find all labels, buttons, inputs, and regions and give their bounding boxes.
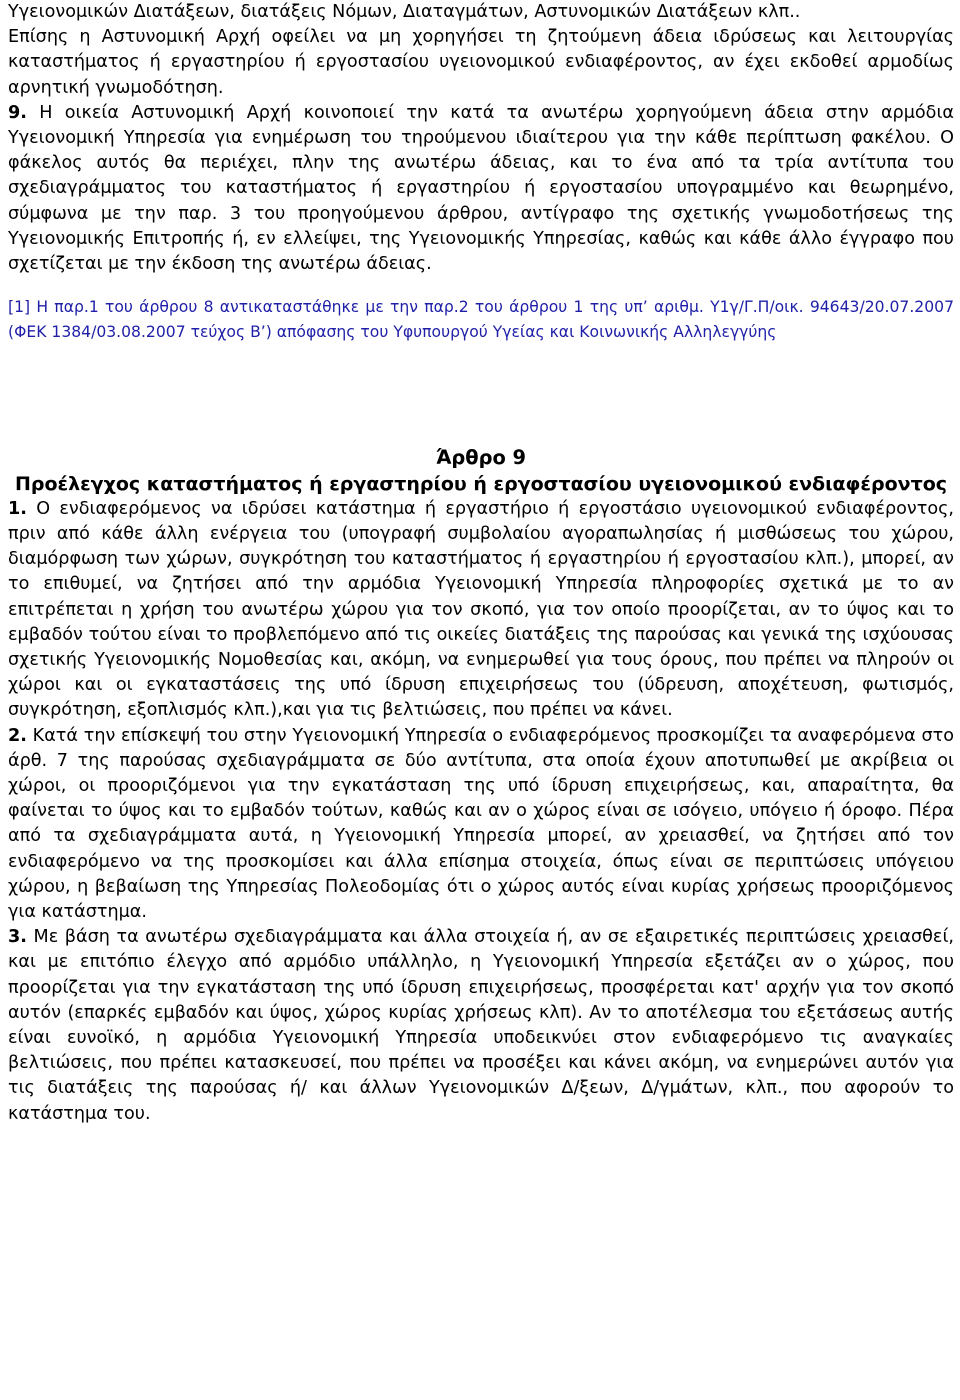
- paragraph-text: Κατά την επίσκεψή του στην Υγειονομική Υπηρεσία ο ενδιαφερόμενος προσκομίζει τα αναφερόμενα στο άρθ. 7 της παρούσας σχεδιαγράμματα σε δύο αντίτυπα, στα οποία έχουν αποτυπωθεί με ακρίβεια οι χώροι, οι προοριζόμενοι για την εγκατάσταση της υπό ίδρυση επιχειρήσεως, και, απαραίτητα, θα φαίνεται το ύψος και το εμβαδόν τούτων, καθώς και αν ο χώρος είναι σε ισόγειο, υπόγειο ή όροφο. Πέρα από τα σχεδιαγράμματα αυτά, η Υγειονομική Υπηρεσία μπορεί, αν χρειασθεί, να ζητήσει από τον ενδιαφερόμενο να της προσκομίσει και άλλα επίσημα στοιχεία, όπως είναι σε περιπτώσεις υπόγειου χώρου, η βεβαίωση της Υπηρεσίας Πολεοδομίας ότι ο χώρος αυτός είναι κυρίας χρήσεως προοριζόμενος για κατάστημα.: [8, 725, 954, 922]
- document-page: [8, 0, 954, 1127]
- intro-paragraph: Επίσης η Αστυνομική Αρχή οφείλει να μη χορηγήσει τη ζητούμενη άδεια ιδρύσεως και λειτουργίας καταστήματος ή εργαστηρίου ή εργοστασίου υγειονομικού ενδιαφέροντος, αν έχει εκδοθεί αρμοδίως αρνητική γνωμοδότηση.: [8, 27, 954, 98]
- footnote: [1] Η παρ.1 του άρθρου 8 αντικαταστάθηκε με την παρ.2 του άρθρου 1 της υπ’ αριθμ. Υ1γ/Γ.Π/οικ. 94643/20.07.2007 (ΦΕΚ 1384/03.08.2007 τεύχος Β’) απόφασης του Υφυπουργού Υγείας και Κοινωνικής Αλληλεγγύης: [8, 298, 954, 342]
- spacer: [8, 277, 954, 295]
- article-paragraph-1: [8, 497, 954, 724]
- paragraph-text: Ο ενδιαφερόμενος να ιδρύσει κατάστημα ή εργαστήριο ή εργοστάσιο υγειονομικού ενδιαφέροντος, πριν από κάθε άλλη ενέργεια του (υπογραφή συμβολαίου αγοραπωλησίας ή μισθώσεως του χώρου, διαμόρφωση των χώρων, συγκρότηση του καταστήματος ή εργαστηρίου ή εργοστασίου κλπ.), μπορεί, αν το επιθυμεί, να ζητήσει από την αρμόδια Υγειονομική Υπηρεσία πληροφορίες σχετικά με το αν επιτρέπεται η χρήση του ανωτέρω χώρου για τον σκοπό, για τον οποίο προορίζεται, αν το ύψος και το εμβαδόν τούτου είναι το προβλεπόμενο από τις οικείες διατάξεις της παρούσας και γενικά της ισχύουσας σχετικής Υγειονομικής Νομοθεσίας και, ακόμη, να ενημερωθεί για τους όρους, που πρέπει να πληρούν οι χώροι και οι εγκαταστάσεις της υπό ίδρυση επιχειρήσεως του (ύδρευση, αποχέτευση, φωτισμός, συγκρότηση, εξοπλισμός κλπ.),και για τις βελτιώσεις, που πρέπει να κάνει.: [8, 498, 954, 721]
- paragraph-number: 3.: [8, 927, 27, 948]
- section-9-text: Η οικεία Αστυνομική Αρχή κοινοποιεί την κατά τα ανωτέρω χορηγούμενη άδεια στην αρμόδια Υγειονομική Υπηρεσία για ενημέρωση του τηρούμενου ιδιαίτερου για την κάθε περίπτωση φακέλου. Ο φάκελος αυτός θα περιέχει, πλην της ανωτέρω άδειας, και το ένα από τα τρία αντίτυπα του σχεδιαγράμματος του καταστήματος ή εργαστηρίου ή εργοστασίου υπογραμμένο και θεωρημένο, σύμφωνα με την παρ. 3 του προηγούμενου άρθρου, αντίγραφο της σχετικής γνωμοδοτήσεως της Υγειονομικής Επιτροπής ή, εν ελλείψει, της Υγειονομικής Υπηρεσίας, καθώς και κάθε άλλο έγγραφο που σχετίζεται με την έκδοση της ανωτέρω άδειας.: [8, 102, 954, 275]
- paragraph-text: Με βάση τα ανωτέρω σχεδιαγράμματα και άλλα στοιχεία ή, αν σε εξαιρετικές περιπτώσεις χρειασθεί, και με επιτόπιο έλεγχο από αρμόδιο υπάλληλο, η Υγειονομική Υπηρεσία εξετάζει αν ο χώρος, που προορίζεται για την εγκατάσταση της υπό ίδρυση επιχειρήσεως, προσφέρεται κατ' αρχήν για τον σκοπό αυτόν (επαρκές εμβαδόν και ύψος, χώρος κυρίας χρήσεως κλπ). Αν το αποτέλεσμα του εξετάσεως αυτής είναι ευνοϊκό, η αρμόδια Υγειονομική Υπηρεσία υποδεικνύει στον ενδιαφερόμενο τις αναγκαίες βελτιώσεις, που πρέπει κατασκευσεί, που πρέπει να προσέξει και κάνει ακόμη, να ενημερώνει αυτόν για τις διατάξεις της παρούσας ή/ και άλλων Υγειονομικών Δ/ξεων, Δ/γμάτων, κλπ., που αφορούν το κατάστημα του.: [8, 927, 954, 1124]
- article-paragraph-2: [8, 724, 954, 926]
- intro-continuation: Υγειονομικών Διατάξεων, διατάξεις Νόμων, Διαταγμάτων, Αστυνομικών Διατάξεων κλπ..: [8, 2, 801, 22]
- article-subtitle: Προέλεγχος καταστήματος ή εργαστηρίου ή εργοστασίου υγειονομικού ενδιαφέροντος: [14, 472, 948, 495]
- article-paragraph-3: [8, 925, 954, 1127]
- article-title: Άρθρο 9: [435, 446, 527, 470]
- paragraph-number: 1.: [8, 498, 27, 519]
- section-9-paragraph: [8, 101, 954, 277]
- section-number: 9.: [8, 102, 27, 123]
- paragraph-number: 2.: [8, 725, 27, 746]
- spacer: [8, 345, 954, 445]
